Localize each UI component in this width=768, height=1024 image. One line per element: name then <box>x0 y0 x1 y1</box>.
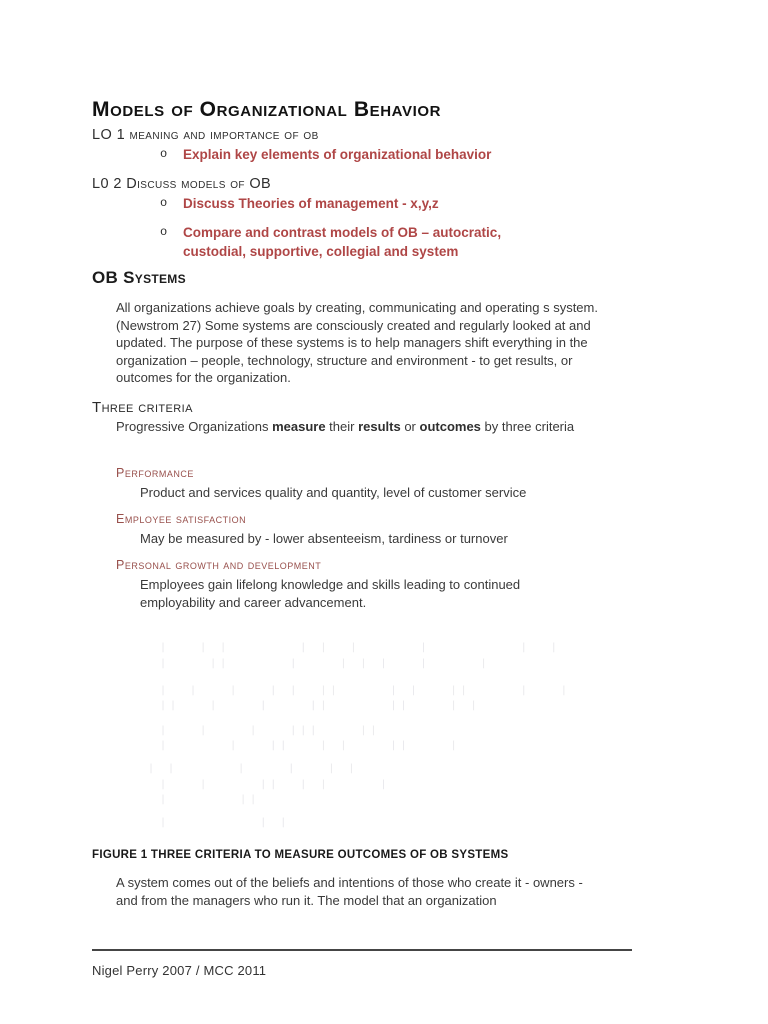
figure-caption: FIGURE 1 THREE CRITERIA TO MEASURE OUTCOMES OF OB SYSTEMS <box>92 849 509 861</box>
list-item <box>160 194 439 213</box>
bullet-text: Compare and contrast models of OB – autocratic, custodial, supportive, collegial and system <box>183 225 502 259</box>
paragraph-ob-systems: All organizations achieve goals by creating, communicating and operating s system. (Newstrom 27) Some systems are consciously created and regularly looked at and updated. The purpose of these systems is to help managers shift everything in the organization – people, technology, structure and environment - to get results, or outcomes for the organization. <box>116 300 598 385</box>
footer-text: Nigel Perry 2007 / MCC 2011 <box>92 963 267 978</box>
bullet-text: Discuss Theories of management - x,y,z <box>183 196 439 211</box>
ghost-row: | | | | | || | | || | | <box>160 685 571 696</box>
text-employee-satisfaction: May be measured by - lower absenteeism, tardiness or turnover <box>140 531 508 546</box>
ghost-row: | || <box>160 794 261 805</box>
ghost-row: | | | | | | <box>148 763 359 774</box>
intro-text: or <box>400 419 420 434</box>
page-title: Models of Organizational Behavior <box>92 98 442 122</box>
ghost-row: | | | ||| || <box>160 725 381 736</box>
intro-text: their <box>325 419 359 434</box>
ghost-row: | | || | | || | <box>160 740 461 751</box>
text-personal-growth: Employees gain lifelong knowledge and skills leading to continued employability and career advancement. <box>140 577 521 610</box>
intro-bold-results: results <box>358 419 401 434</box>
intro-text: Progressive Organizations <box>116 419 273 434</box>
text-performance: Product and services quality and quantity, level of customer service <box>140 485 527 500</box>
intro-bold-outcomes: outcomes <box>419 419 481 434</box>
list-item <box>160 223 580 261</box>
subheading-personal-growth: Personal growth and development <box>116 558 322 572</box>
ghost-row: | || | | | | | | <box>160 658 491 669</box>
ghost-row: | | | <box>160 817 291 828</box>
heading-three-criteria: Three criteria <box>92 399 193 416</box>
bullet-marker: o <box>160 196 168 210</box>
ghost-row: | | || | | | <box>160 779 391 790</box>
intro-text: by three criteria <box>480 419 575 434</box>
bullet-text: Explain key elements of organizational behavior <box>183 147 492 162</box>
paragraph-closing: A system comes out of the beliefs and intentions of those who create it - owners - and from the managers who run it. The model that an organization <box>116 875 583 908</box>
footer-divider <box>92 949 632 951</box>
ghost-row: || | | || || | | <box>160 700 481 711</box>
heading-lo2: L0 2 Discuss models of OB <box>92 176 272 192</box>
heading-ob-systems: OB Systems <box>92 268 186 287</box>
paragraph-three-criteria-intro <box>116 418 591 436</box>
ghost-row: | | | | | | | | | <box>160 642 561 653</box>
subheading-employee-satisfaction: Employee satisfaction <box>116 512 247 526</box>
intro-bold-measure: measure <box>272 419 326 434</box>
subheading-performance: Performance <box>116 466 194 480</box>
bullet-marker: o <box>160 147 168 161</box>
heading-lo1: LO 1 meaning and importance of ob <box>92 127 319 143</box>
list-item <box>160 145 491 164</box>
bullet-marker: o <box>160 225 168 239</box>
